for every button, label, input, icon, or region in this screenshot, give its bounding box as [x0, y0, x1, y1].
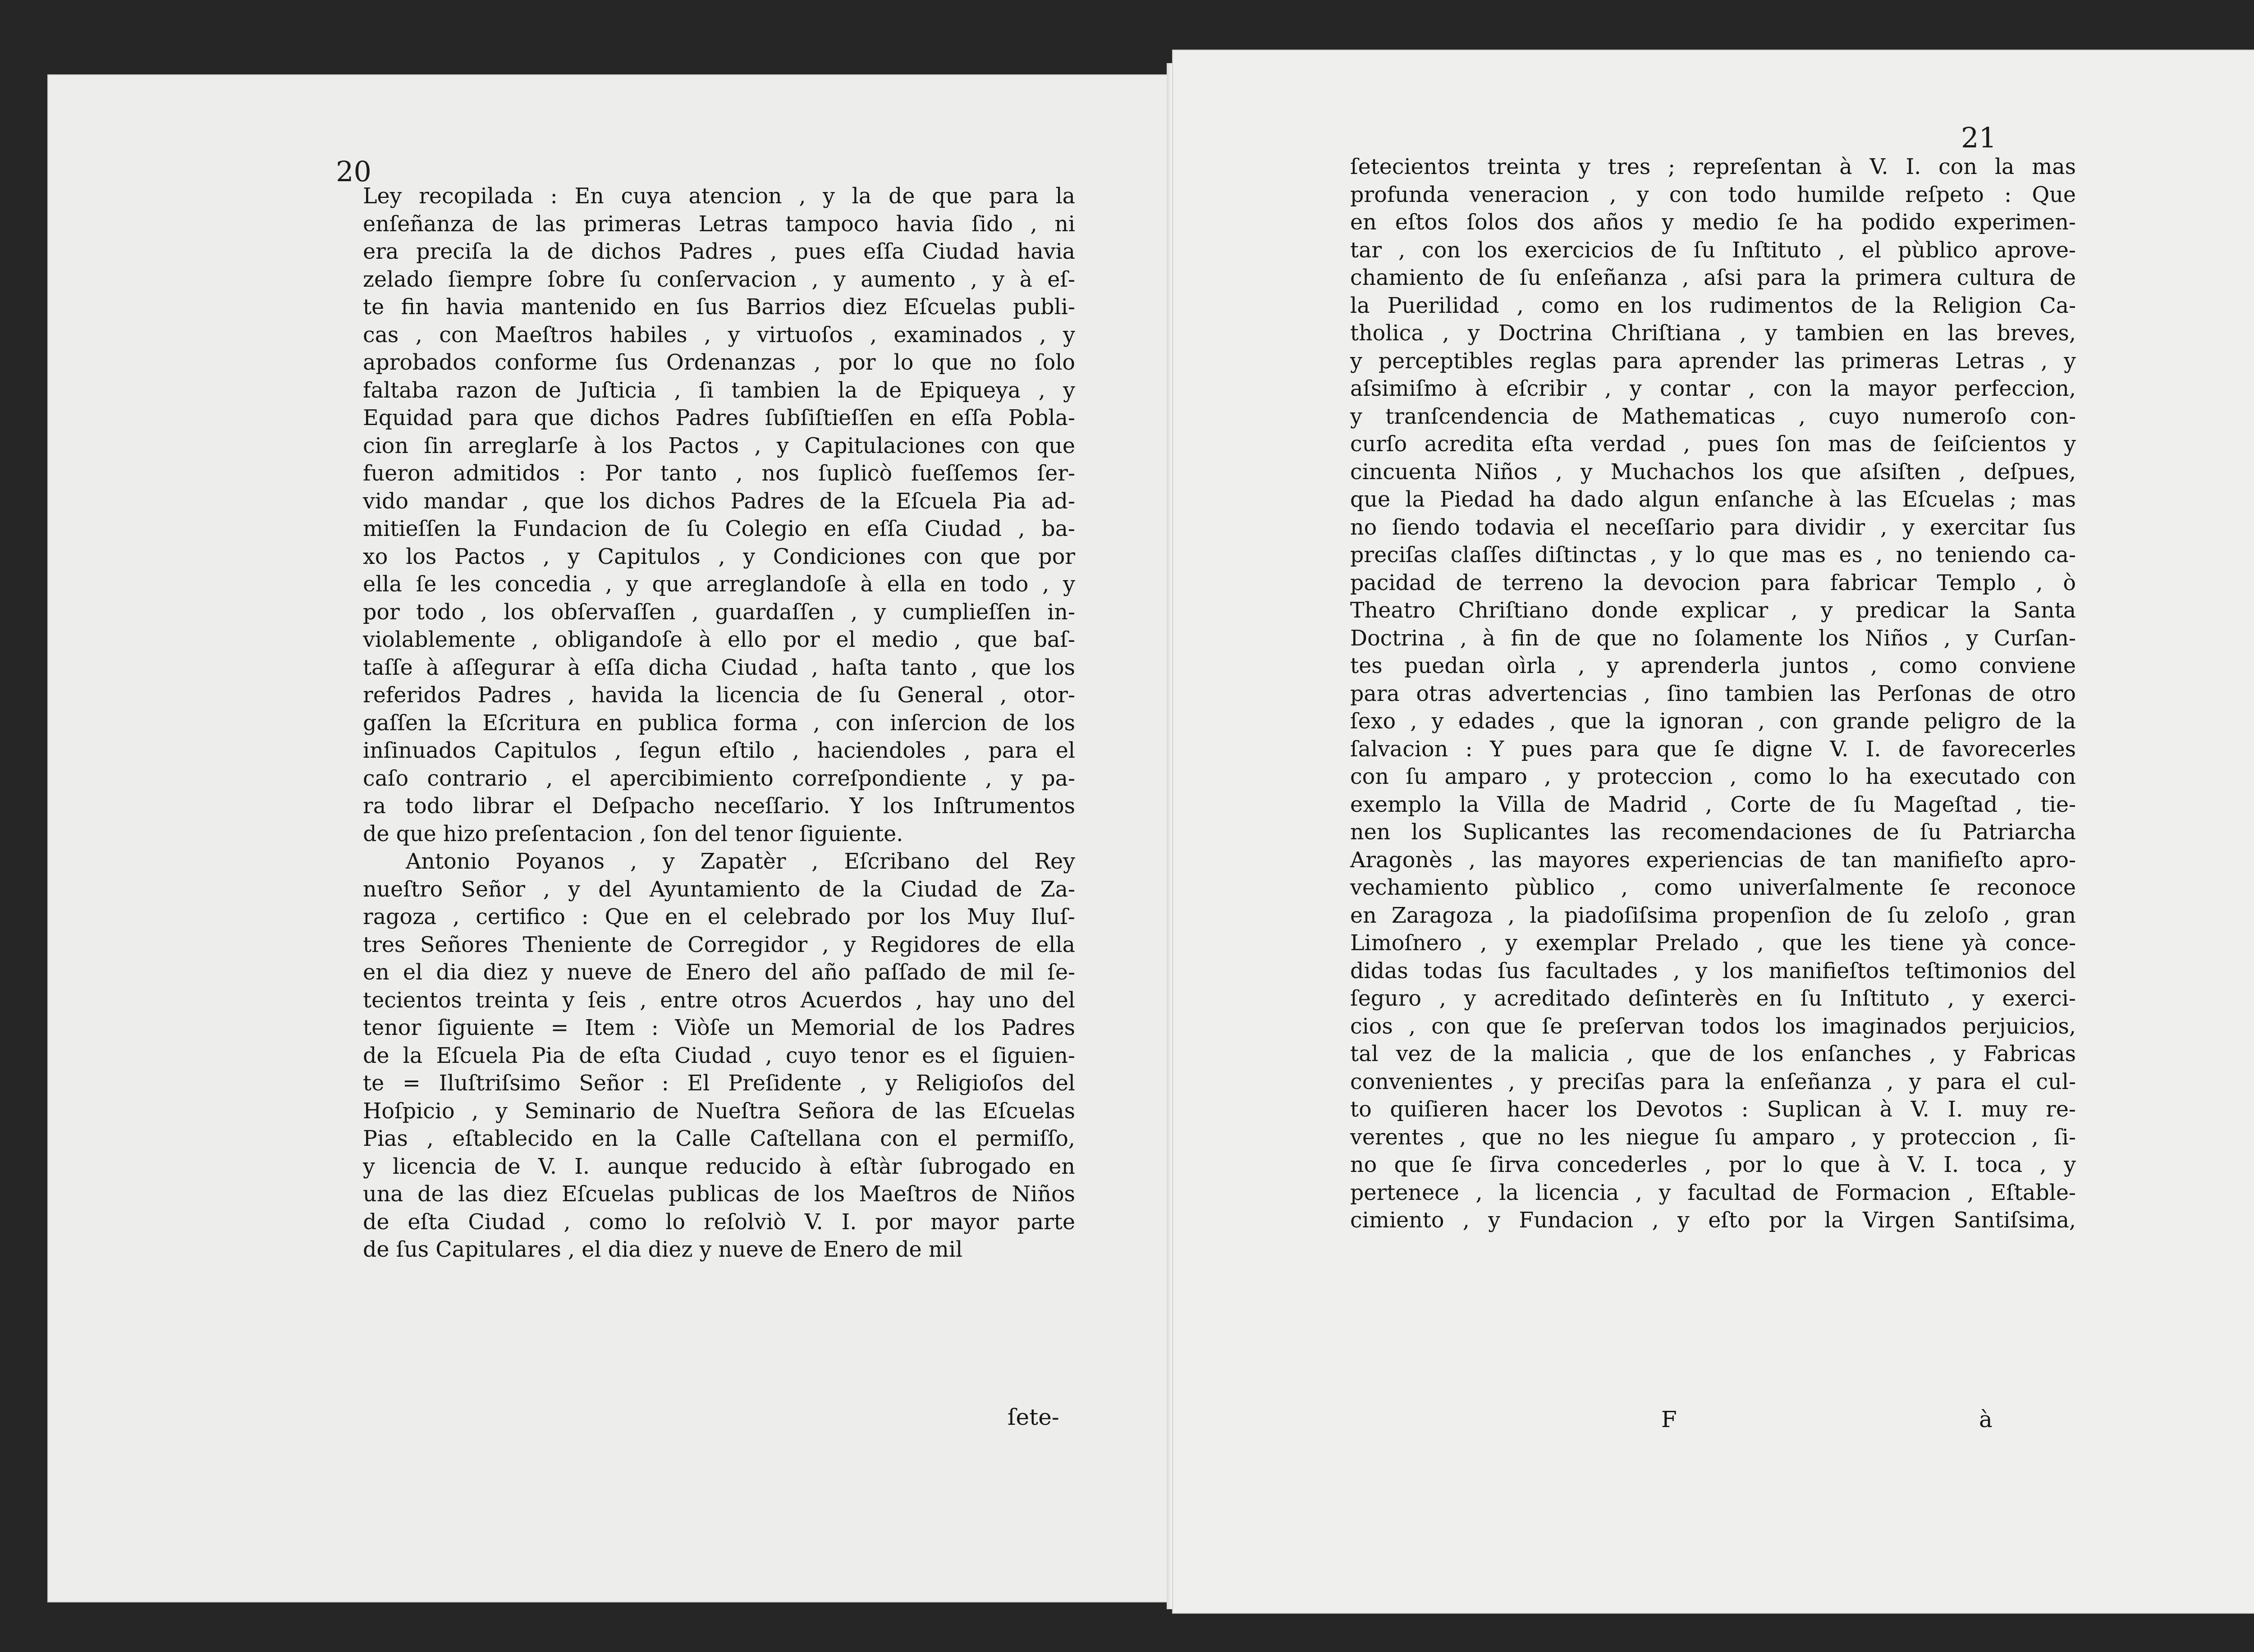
- text-line: pacidad de terreno la devocion para fabricar Templo , ò: [1350, 570, 2076, 595]
- left-page-body: [363, 183, 1075, 1264]
- text-line: de que hizo preſentacion , ſon del tenor ſiguiente.: [363, 821, 903, 847]
- text-line: caſo contrario , el apercibimiento correſpondiente , y pa-: [363, 766, 1075, 791]
- text-line: vechamiento pùblico , como univerſalmente ſe reconoce: [1350, 875, 2076, 900]
- text-line: xo los Pactos , y Capitulos , y Condiciones con que por: [363, 544, 1075, 569]
- text-line: cion ſin arreglarſe à los Pactos , y Capitulaciones con que: [363, 433, 1075, 458]
- text-line: que la Piedad ha dado algun enſanche à las Eſcuelas ; mas: [1350, 487, 2076, 512]
- page-number-right: 21: [1961, 121, 1997, 154]
- text-line: tenor ſiguiente = Item : Viòſe un Memorial de los Padres: [363, 1016, 1075, 1040]
- text-line: ra todo librar el Deſpacho neceſſario. Y los Inſtrumentos: [363, 794, 1075, 819]
- text-line: y licencia de V. I. aunque reducido à eſtàr ſubrogado en: [363, 1154, 1075, 1179]
- text-line: en Zaragoza , la piadoſiſsima propenſion de ſu zeloſo , gran: [1350, 903, 2076, 928]
- text-line: didas todas ſus facultades , y los manifieſtos teſtimonios del: [1350, 958, 2076, 984]
- text-line: y perceptibles reglas para aprender las primeras Letras , y: [1350, 348, 2076, 374]
- text-line: la Puerilidad , como en los rudimentos de la Religion Ca-: [1350, 293, 2076, 318]
- text-line: tar , con los exercicios de ſu Inſtituto , el pùblico aprove-: [1350, 238, 2076, 263]
- text-line: profunda veneracion , y con todo humilde reſpeto : Que: [1350, 182, 2076, 207]
- page-number-left: 20: [336, 155, 371, 188]
- text-line: una de las diez Eſcuelas publicas de los Maeſtros de Niños: [363, 1182, 1075, 1207]
- text-line: ſeguro , y acreditado deſinterès en ſu Inſtituto , y exerci-: [1350, 986, 2076, 1011]
- signature-mark: F: [1661, 1406, 1677, 1432]
- text-line: curſo acredita eſta verdad , pues ſon mas de ſeiſcientos y: [1350, 432, 2076, 457]
- catchword-right: à: [1979, 1406, 1993, 1432]
- text-line: chamiento de ſu enſeñanza , aſsi para la primera cultura de: [1350, 265, 2076, 290]
- text-line: to quiſieren hacer los Devotos : Suplican à V. I. muy re-: [1350, 1097, 2076, 1122]
- text-line: no ſiendo todavia el neceſſario para dividir , y exercitar ſus: [1350, 515, 2076, 540]
- text-line: tes puedan oìrla , y aprenderla juntos , como conviene: [1350, 654, 2076, 678]
- text-line: preciſas claſſes diſtinctas , y lo que mas es , no teniendo ca-: [1350, 543, 2076, 567]
- text-line: exemplo la Villa de Madrid , Corte de ſu Mageſtad , tie-: [1350, 792, 2076, 817]
- text-line: Ley recopilada : En cuya atencion , y la de que para la: [363, 184, 1075, 209]
- text-line: mitieſſen la Fundacion de ſu Colegio en eſſa Ciudad , ba-: [363, 517, 1075, 541]
- right-page-body: [1350, 153, 2076, 1235]
- text-line: cas , con Maeſtros habiles , y virtuoſos , examinados , y: [363, 322, 1075, 348]
- text-line: fueron admitidos : Por tanto , nos ſuplicò fueſſemos ſer-: [363, 461, 1075, 486]
- text-line: Equidad para que dichos Padres ſubſiſtieſſen en eſſa Pobla-: [363, 406, 1075, 430]
- text-line: era preciſa la de dichos Padres , pues eſſa Ciudad havia: [363, 239, 1075, 264]
- text-line: en el dia diez y nueve de Enero del año paſſado de mil ſe-: [363, 960, 1075, 985]
- text-line: ſetecientos treinta y tres ; repreſentan à V. I. con la mas: [1350, 155, 2076, 179]
- catchword-left: ſete-: [1008, 1404, 1059, 1430]
- text-line: Antonio Poyanos , y Zapatèr , Eſcribano del Rey: [406, 849, 1075, 874]
- text-line: nueſtro Señor , y del Ayuntamiento de la Ciudad de Za-: [363, 877, 1075, 902]
- text-line: cimiento , y Fundacion , y eſto por la Virgen Santiſsima,: [1350, 1208, 2076, 1233]
- text-line: ſalvacion : Y pues para que ſe digne V. I. de favorecerles: [1350, 737, 2076, 762]
- text-line: cios , con que ſe preſervan todos los imaginados perjuicios,: [1350, 1014, 2076, 1039]
- text-line: en eſtos ſolos dos años y medio ſe ha podido experimen-: [1350, 210, 2076, 235]
- text-line: Theatro Chriſtiano donde explicar , y predicar la Santa: [1350, 598, 2076, 623]
- text-line: por todo , los obſervaſſen , guardaſſen , y cumplieſſen in-: [363, 599, 1075, 625]
- text-line: pertenece , la licencia , y facultad de Formacion , Eſtable-: [1350, 1180, 2076, 1205]
- text-line: verentes , que no les niegue ſu amparo , y proteccion , ſi-: [1350, 1125, 2076, 1150]
- text-line: Hoſpicio , y Seminario de Nueſtra Señora de las Eſcuelas: [363, 1098, 1075, 1124]
- text-line: Pias , eſtablecido en la Calle Caſtellana con el permiſſo,: [363, 1126, 1075, 1151]
- text-line: nen los Suplicantes las recomendaciones de ſu Patriarcha: [1350, 820, 2076, 845]
- text-line: Limoſnero , y exemplar Prelado , que les tiene yà conce-: [1350, 931, 2076, 956]
- text-line: con ſu amparo , y proteccion , como lo ha executado con: [1350, 764, 2076, 789]
- text-line: zelado ſiempre ſobre ſu conſervacion , y aumento , y à eſ-: [363, 267, 1075, 292]
- text-line: te fin havia mantenido en ſus Barrios diez Eſcuelas publi-: [363, 295, 1075, 320]
- text-line: inſinuados Capitulos , ſegun eſtilo , haciendoles , para el: [363, 738, 1075, 763]
- text-line: gaſſen la Eſcritura en publica forma , con inſercion de los: [363, 710, 1075, 736]
- text-line: tal vez de la malicia , que de los enſanches , y Fabricas: [1350, 1042, 2076, 1066]
- text-line: y tranſcendencia de Mathematicas , cuyo numeroſo con-: [1350, 404, 2076, 429]
- text-line: ragoza , certifico : Que en el celebrado por los Muy Iluſ-: [363, 905, 1075, 929]
- text-line: cincuenta Niños , y Muchachos los que aſsiſten , deſpues,: [1350, 459, 2076, 485]
- text-line: aprobados conforme ſus Ordenanzas , por lo que no ſolo: [363, 350, 1075, 375]
- text-line: tecientos treinta y ſeis , entre otros Acuerdos , hay uno del: [363, 988, 1075, 1013]
- text-line: Doctrina , à fin de que no ſolamente los Niños , y Curſan-: [1350, 626, 2076, 651]
- text-line: tholica , y Doctrina Chriſtiana , y tambien en las breves,: [1350, 321, 2076, 346]
- text-line: para otras advertencias , ſino tambien las Perſonas de otro: [1350, 681, 2076, 706]
- text-line: vido mandar , que los dichos Padres de la Eſcuela Pia ad-: [363, 489, 1075, 514]
- text-line: de la Eſcuela Pia de eſta Ciudad , cuyo tenor es el ſiguien-: [363, 1043, 1075, 1068]
- left-page: [47, 74, 1172, 1602]
- text-line: te = Iluſtriſsimo Señor : El Preſidente , y Religioſos del: [363, 1071, 1075, 1096]
- text-line: enſeñanza de las primeras Letras tampoco havia ſido , ni: [363, 211, 1075, 237]
- text-line: de ſus Capitulares , el dia diez y nueve de Enero de mil: [363, 1237, 963, 1262]
- text-line: aſsimiſmo à eſcribir , y contar , con la mayor perfeccion,: [1350, 376, 2076, 401]
- text-line: de eſta Ciudad , como lo reſolviò V. I. por mayor parte: [363, 1209, 1075, 1235]
- text-line: tres Señores Theniente de Corregidor , y Regidores de ella: [363, 932, 1075, 957]
- text-line: violablemente , obligandoſe à ello por el medio , que baſ-: [363, 627, 1075, 652]
- text-line: ella ſe les concedia , y que arreglandoſe à ella en todo , y: [363, 572, 1075, 597]
- text-line: no que ſe ſirva concederles , por lo que à V. I. toca , y: [1350, 1153, 2076, 1177]
- text-line: faltaba razon de Juſticia , ſi tambien la de Epiqueya , y: [363, 378, 1075, 403]
- text-line: convenientes , y preciſas para la enſeñanza , y para el cul-: [1350, 1069, 2076, 1094]
- text-line: referidos Padres , havida la licencia de ſu General , otor-: [363, 683, 1075, 708]
- text-line: ſexo , y edades , que la ignoran , con grande peligro de la: [1350, 709, 2076, 734]
- text-line: Aragonès , las mayores experiencias de tan manifieſto apro-: [1350, 847, 2076, 873]
- right-page: [1172, 50, 2254, 1614]
- text-line: taſſe à aſſegurar à eſſa dicha Ciudad , haſta tanto , que los: [363, 655, 1075, 680]
